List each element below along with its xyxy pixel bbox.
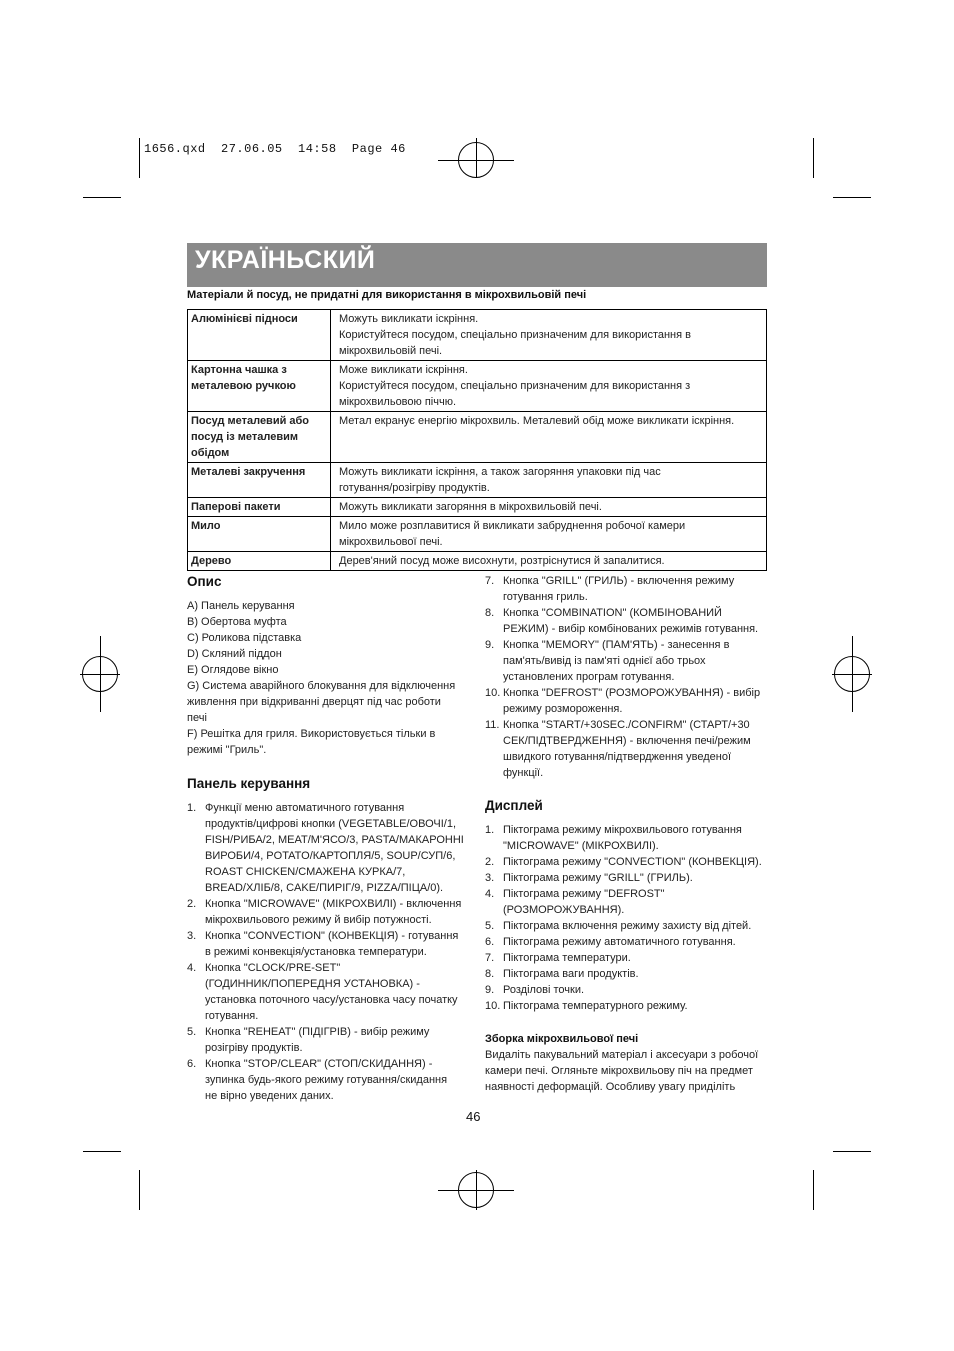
material-description (331, 498, 767, 517)
material-description (331, 361, 767, 412)
page-title: УКРАЇНЬСКИЙ (195, 246, 376, 274)
material-description (331, 517, 767, 552)
description-line: готування/розігріву продуктів. (339, 482, 490, 494)
item-number: 10. (485, 1000, 501, 1012)
item-text-line: установлених програм готування. (503, 671, 675, 683)
description-line: D) Скляний піддон (187, 648, 282, 660)
item-text-line: Кнопка "START/+30SEC./CONFIRM" (СТАРТ/+30 (503, 719, 750, 731)
section-heading-opys: Опис (187, 574, 222, 589)
list-item (485, 886, 770, 918)
item-text-line: Кнопка "MICROWAVE" (МІКРОХВИЛІ) - включення (205, 898, 462, 910)
item-text-line: Піктограма температурного режиму. (503, 1000, 688, 1012)
item-text-line: не вірно уведених даних. (205, 1090, 334, 1102)
item-text-line: функції. (503, 767, 544, 779)
assembly-line: наявності деформацій. Особливу увагу приділіть (485, 1081, 736, 1093)
item-text-line: Піктограма режиму "GRILL" (ГРИЛЬ). (503, 872, 693, 884)
list-item (485, 966, 770, 982)
item-number: 11. (485, 719, 500, 731)
list-item (485, 717, 770, 781)
description-line: A) Панель керування (187, 600, 295, 612)
item-text-line: розігріву продуктів. (205, 1042, 303, 1054)
list-item (485, 822, 770, 854)
table-row (188, 552, 767, 571)
materials-table (187, 309, 767, 571)
list-item (187, 1056, 472, 1104)
item-number: 9. (485, 639, 495, 651)
item-text-line: режиму розмороження. (503, 703, 623, 715)
assembly-heading: Зборка мікрохвильової печі (485, 1033, 639, 1045)
item-text-line: Розділові точки. (503, 984, 585, 996)
item-number: 7. (485, 575, 495, 587)
item-number: 10. (485, 687, 501, 699)
item-text-line: Кнопка "GRILL" (ГРИЛЬ) - включення режиму (503, 575, 735, 587)
description-line: Користуйтеся посудом, спеціально призначеним для використання в (339, 329, 691, 341)
item-number: 1. (187, 802, 197, 814)
materials-heading: Матеріали й посуд, не придатні для використання в мікрохвильовій печі (187, 289, 587, 301)
item-text-line: Піктограма ваги продуктів. (503, 968, 639, 980)
left-column (187, 574, 472, 1104)
description-line: печі (187, 712, 207, 724)
item-number: 2. (485, 856, 495, 868)
item-text-line: Піктограма включення режиму захисту від дітей. (503, 920, 752, 932)
item-text-line: BREAD/ХЛІБ/8, CAKE/ПИРІГ/9, PIZZA/ПІЦА/0). (205, 882, 444, 894)
description-line: Дерев'яний посуд може висохнути, розтріснутися й запалитися. (339, 555, 665, 567)
material-name: Алюмінієві підноси (188, 310, 331, 361)
section-heading-display: Дисплей (485, 798, 543, 813)
right-column (485, 573, 770, 1095)
title-bar (187, 243, 767, 287)
description-line: Можуть викликати іскріння, а також загоряння упаковки під час (339, 466, 661, 478)
item-text-line: Піктограма режиму автоматичного готування. (503, 936, 736, 948)
item-text-line: зупинка будь-якого режиму готування/скидання (205, 1074, 448, 1086)
description-line: живлення при відкриванні дверцят під час роботи (187, 696, 441, 708)
crop-mark (833, 1151, 871, 1152)
item-number: 5. (187, 1026, 197, 1038)
description-line: Мило може розплавитися й викликати забруднення робочої камери (339, 520, 686, 532)
material-name: Картонна чашка з металевою ручкою (188, 361, 331, 412)
description-line: Користуйтеся посудом, спеціально призначеним для використання з (339, 380, 691, 392)
material-description (331, 412, 767, 463)
description-list (187, 598, 472, 758)
item-number: 4. (485, 888, 495, 900)
table-row (188, 463, 767, 498)
item-number: 6. (485, 936, 495, 948)
crop-mark (813, 1170, 814, 1210)
crop-mark (139, 1170, 140, 1210)
item-number: 7. (485, 952, 495, 964)
list-item (485, 637, 770, 685)
item-text-line: (ГОДИННИК/ПОПЕРЕДНЯ УСТАНОВКА) - (205, 978, 420, 990)
item-text-line: продуктів/цифрові кнопки (VEGETABLE/ОВОЧІ/1, (205, 818, 457, 830)
material-name: Посуд металевий або посуд із металевим обідом (188, 412, 331, 463)
item-text-line: Кнопка "MEMORY" (ПАМ'ЯТЬ) - занесення в (503, 639, 730, 651)
item-text-line: Функції меню автоматичного готування (205, 802, 405, 814)
list-item (485, 950, 770, 966)
list-item (485, 685, 770, 717)
description-line: F) Решітка для гриля. Використовується тільки в (187, 728, 436, 740)
list-item (485, 918, 770, 934)
crop-mark (139, 138, 140, 178)
item-text-line: готування. (205, 1010, 259, 1022)
description-line: C) Роликова підставка (187, 632, 302, 644)
material-name: Паперові пакети (188, 498, 331, 517)
item-text-line: Піктограма температури. (503, 952, 631, 964)
item-text-line: Піктограма режиму "CONVECTION" (КОНВЕКЦІЯ). (503, 856, 762, 868)
description-line: G) Система аварійного блокування для відключення (187, 680, 456, 692)
control-panel-list-continued (485, 573, 770, 781)
list-item (485, 573, 770, 605)
item-text-line: РЕЖИМ) - вибір комбінованих режимів готування. (503, 623, 759, 635)
item-text-line: в режимі конвекція/установка температури. (205, 946, 427, 958)
item-text-line: ROAST CHICKEN/СМАЖЕНА КУРКА/7, (205, 866, 406, 878)
item-text-line: FISH/РИБА/2, MEAT/М'ЯСО/3, PASTA/МАКАРОННІ (205, 834, 464, 846)
list-item (485, 998, 770, 1014)
material-description (331, 310, 767, 361)
item-number: 4. (187, 962, 197, 974)
description-line: мікрохвильовою піччю. (339, 396, 456, 408)
description-line: E) Оглядове вікно (187, 664, 279, 676)
item-text-line: (РОЗМОРОЖУВАННЯ). (503, 904, 625, 916)
item-text-line: швидкого готування/підтвердження уведеної (503, 751, 732, 763)
material-description (331, 552, 767, 571)
item-text-line: пам'ять/вивід із пам'яті однієї або трьох (503, 655, 706, 667)
item-number: 8. (485, 968, 495, 980)
table-row (188, 361, 767, 412)
table-row (188, 498, 767, 517)
list-item (485, 982, 770, 998)
item-number: 2. (187, 898, 197, 910)
item-text-line: Кнопка "REHEAT" (ПІДІГРІВ) - вибір режиму (205, 1026, 430, 1038)
item-text-line: Піктограма режиму мікрохвильового готування (503, 824, 742, 836)
material-name: Мило (188, 517, 331, 552)
item-number: 9. (485, 984, 495, 996)
item-text-line: ВИРОБИ/4, POTATO/КАРТОПЛЯ/5, SOUP/СУП/6, (205, 850, 456, 862)
crop-mark (813, 138, 814, 178)
table-row (188, 310, 767, 361)
description-line: мікрохвильової печі. (339, 536, 443, 548)
description-line: Метал екранує енергію мікрохвиль. Металевий обід може викликати іскріння. (339, 415, 735, 427)
list-item (187, 800, 472, 896)
assembly-line: камери печі. Огляньте мікрохвильову піч на предмет (485, 1065, 753, 1077)
description-line: режимі "Гриль". (187, 744, 267, 756)
description-line: Може викликати іскріння. (339, 364, 468, 376)
item-text-line: Кнопка "STOP/CLEAR" (СТОП/СКИДАННЯ) - (205, 1058, 433, 1070)
item-text-line: Кнопка "CONVECTION" (КОНВЕКЦІЯ) - готування (205, 930, 459, 942)
assembly-line: Видаліть пакувальний матеріал і аксесуари з робочої (485, 1049, 759, 1061)
description-line: мікрохвильовій печі. (339, 345, 443, 357)
list-item (187, 1024, 472, 1056)
assembly-text (485, 1047, 770, 1095)
crop-mark (83, 197, 121, 198)
description-line: B) Обертова муфта (187, 616, 287, 628)
item-text-line: установка поточного часу/установка часу початку (205, 994, 458, 1006)
list-item (187, 896, 472, 928)
list-item (485, 870, 770, 886)
item-text-line: Кнопка "DEFROST" (РОЗМОРОЖУВАННЯ) - вибір (503, 687, 761, 699)
list-item (485, 605, 770, 637)
list-item (485, 934, 770, 950)
list-item (187, 960, 472, 1024)
control-panel-list (187, 800, 472, 1104)
material-name: Металеві закручення (188, 463, 331, 498)
table-row (188, 412, 767, 463)
list-item (485, 854, 770, 870)
item-text-line: "MICROWAVE" (МІКРОХВИЛІ). (503, 840, 659, 852)
crop-mark (83, 1151, 121, 1152)
description-line: Можуть викликати загоряння в мікрохвильовій печі. (339, 501, 602, 513)
item-number: 5. (485, 920, 495, 932)
item-number: 1. (485, 824, 495, 836)
item-number: 3. (187, 930, 197, 942)
slug-line: 1656.qxd 27.06.05 14:58 Page 46 (144, 142, 406, 156)
crop-mark (833, 197, 871, 198)
section-heading-panel: Панель керування (187, 776, 311, 791)
material-description (331, 463, 767, 498)
display-list (485, 822, 770, 1014)
item-number: 8. (485, 607, 495, 619)
item-text-line: мікрохвильового режиму й вибір потужності. (205, 914, 432, 926)
description-line: Можуть викликати іскріння. (339, 313, 479, 325)
material-name: Дерево (188, 552, 331, 571)
item-number: 6. (187, 1058, 197, 1070)
item-number: 3. (485, 872, 495, 884)
page-number: 46 (466, 1109, 481, 1124)
list-item (187, 928, 472, 960)
table-row (188, 517, 767, 552)
item-text-line: Піктограма режиму "DEFROST" (503, 888, 665, 900)
item-text-line: готування гриль. (503, 591, 588, 603)
item-text-line: Кнопка "COMBINATION" (КОМБІНОВАНИЙ (503, 607, 722, 619)
item-text-line: Кнопка "CLOCK/PRE-SET" (205, 962, 341, 974)
item-text-line: СЕК/ПІДТВЕРДЖЕННЯ) - включення печі/режим (503, 735, 751, 747)
